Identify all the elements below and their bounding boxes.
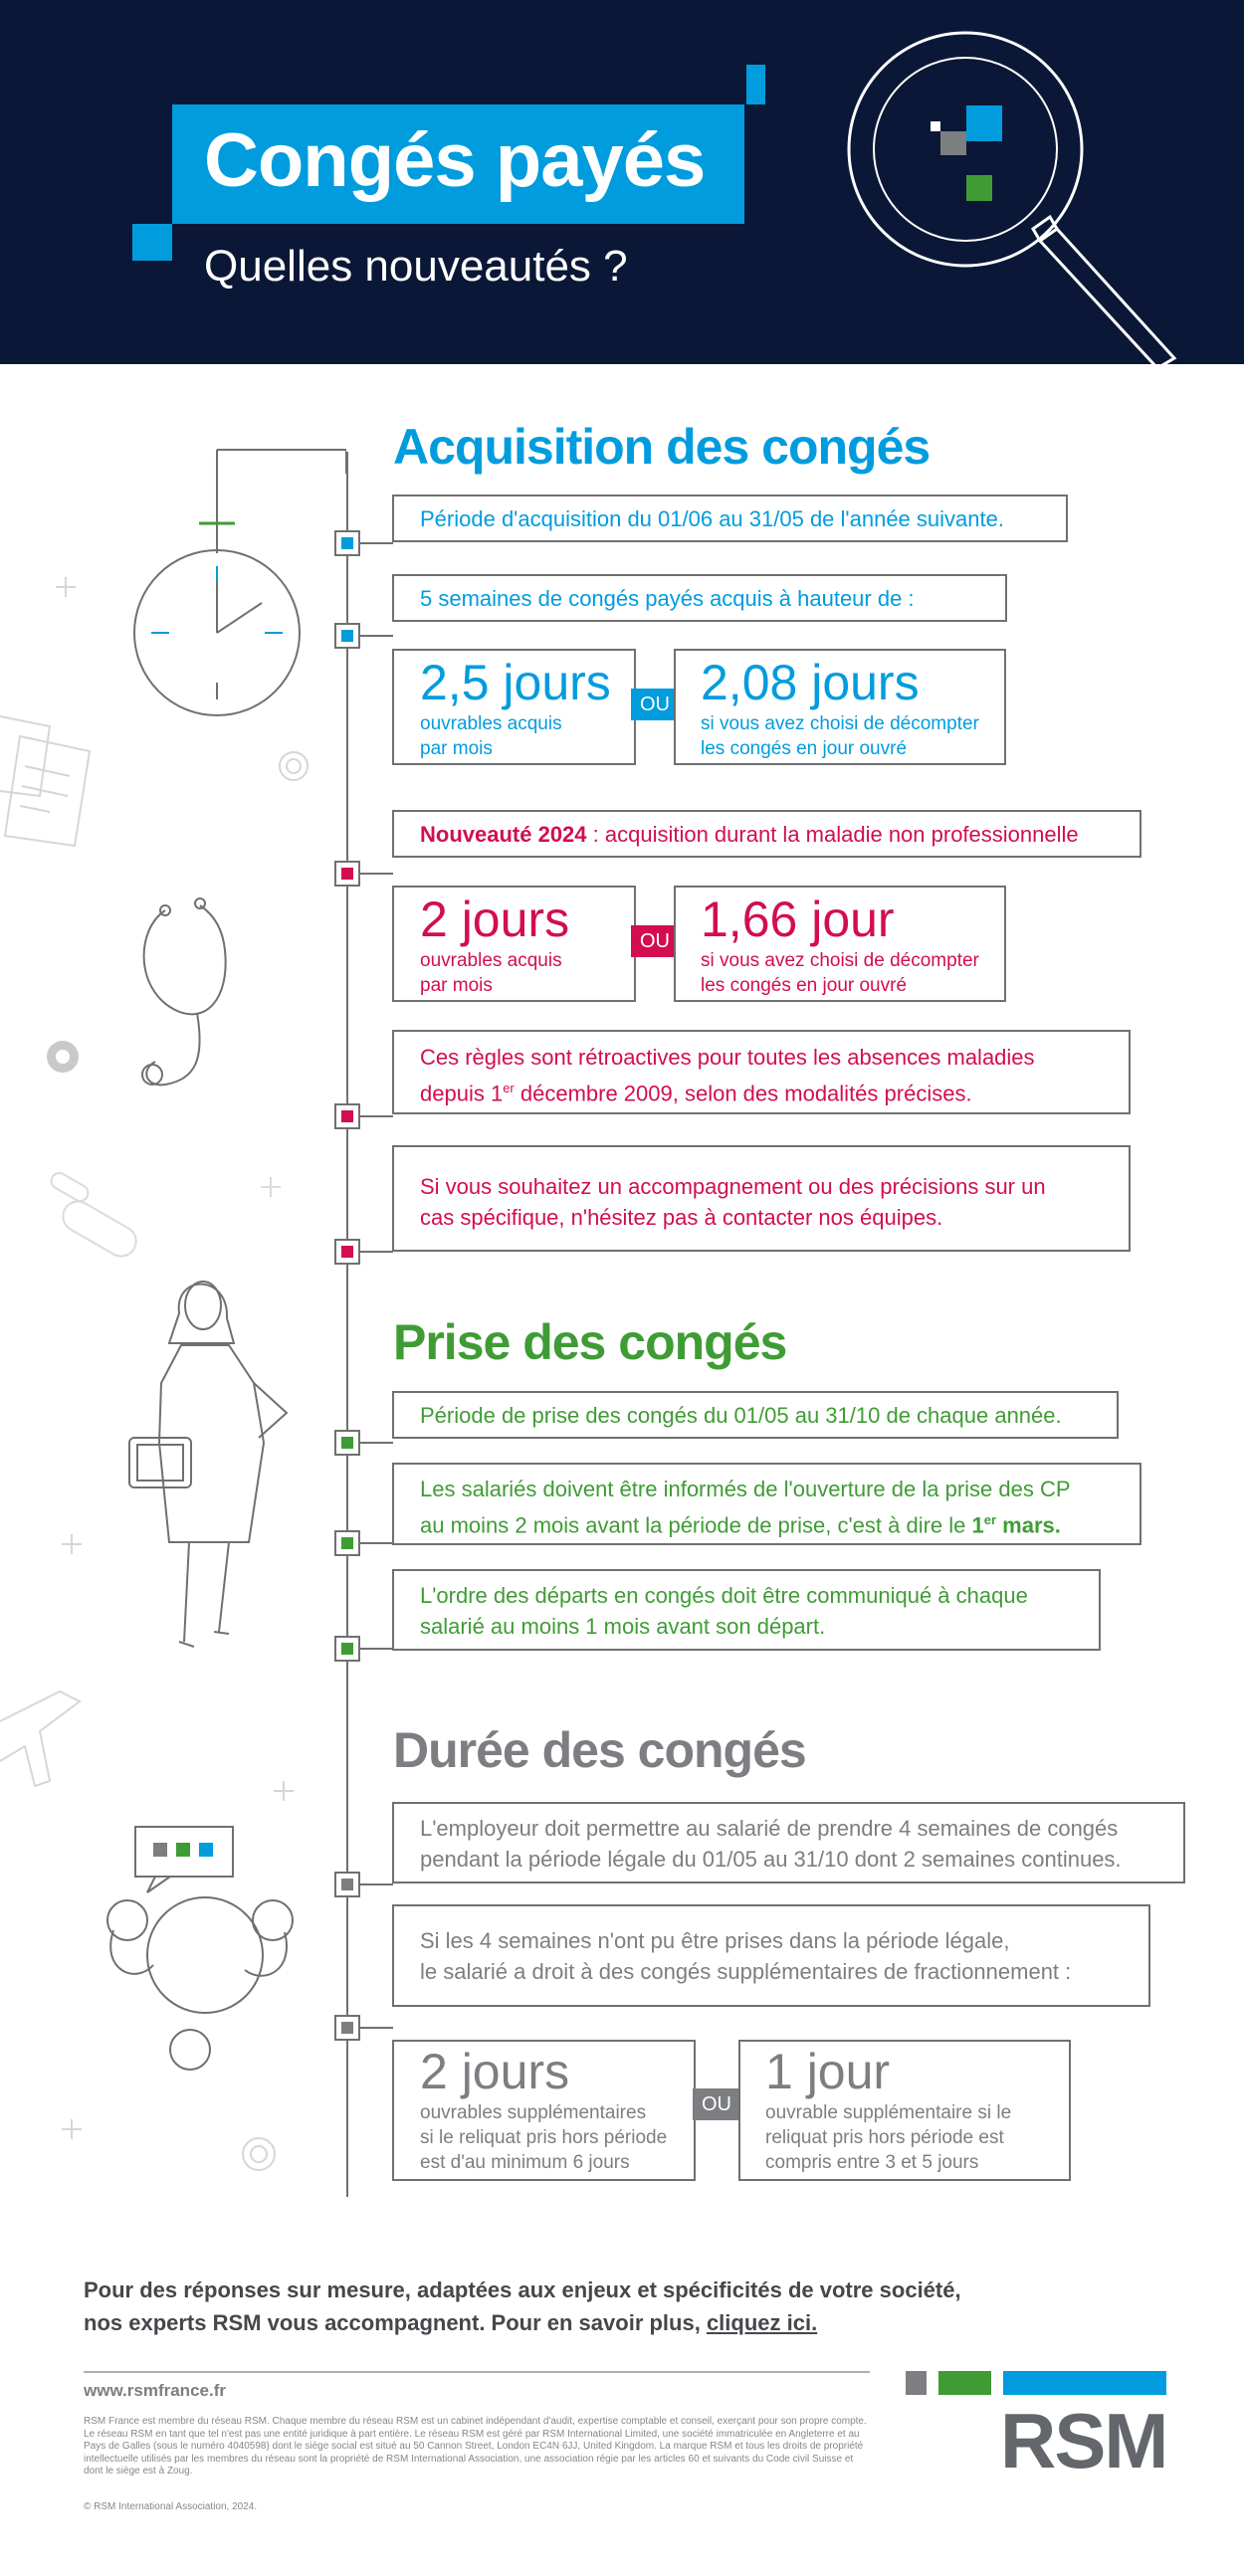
timeline-marker <box>334 1636 360 1662</box>
header-banner <box>0 0 1244 364</box>
option-box: 2 jours ouvrables supplémentaires si le reliquat pris hors période est d'au minimum 6 jours <box>392 2040 696 2181</box>
or-badge: OU <box>631 925 679 957</box>
timeline-marker <box>334 1872 360 1897</box>
website-link[interactable]: www.rsmfrance.fr <box>84 2381 226 2400</box>
timeline-marker <box>334 1239 360 1265</box>
logo-bar-blue <box>1003 2371 1166 2395</box>
legal-text: RSM France est membre du réseau RSM. Chaque membre du réseau RSM est un cabinet indépendant d'audit, expertise comptable et conseil, exerçant pour son propre compte. Le réseau RSM en tant que tel n'est pas une entité juridique à part entière. Le réseau RSM est géré par RSM International Limited, une société immatriculée en Angleterre et au Pays de Galles (sous le numéro 4040598) dont le siège social est situé au 50 Cannon Street, London EC4N 6JJ, United Kingdom. La marque RSM et tous les droits de propriété intellectuelle utilisés par les membres du réseau sont la propriété de RSM International Association, une association régie par les articles 60 et suivants du Code civil Suisse et dont le siège est à Zoug. <box>84 2416 867 2477</box>
info-box: Ces règles sont rétroactives pour toutes les absences maladies depuis 1er décembre 2009, selon des modalités précises. <box>392 1030 1131 1114</box>
logo-bar-green <box>938 2371 991 2395</box>
info-box: Période d'acquisition du 01/06 au 31/05 de l'année suivante. <box>392 495 1068 542</box>
rsm-logo: RSM <box>1000 2397 1167 2484</box>
logo-bar-grey <box>906 2371 927 2395</box>
timeline-marker <box>334 1530 360 1556</box>
timeline-marker <box>334 1103 360 1129</box>
cta-line-2: nos experts RSM vous accompagnent. Pour en savoir plus, cliquez ici. <box>84 2310 818 2335</box>
section-heading-prise: Prise des congés <box>393 1314 787 1370</box>
info-box: L'ordre des départs en congés doit être communiqué à chaque salarié au moins 1 mois avant son départ. <box>392 1569 1101 1651</box>
decor-square <box>132 224 172 261</box>
option-box: 2,5 jours ouvrables acquis par mois <box>392 649 636 765</box>
timeline-marker <box>334 530 360 556</box>
option-box: 1,66 jour si vous avez choisi de décompter les congés en jour ouvré <box>674 886 1006 1002</box>
contact-box: Si vous souhaitez un accompagnement ou des précisions sur un cas spécifique, n'hésitez pas à contacter nos équipes. <box>392 1145 1131 1252</box>
timeline-marker <box>334 2015 360 2041</box>
info-box: Les salariés doivent être informés de l'ouverture de la prise des CP au moins 2 mois avant la période de prise, c'est à dire le 1er mars. <box>392 1463 1141 1545</box>
or-badge: OU <box>631 689 679 720</box>
nouveaute-box: Nouveauté 2024 : acquisition durant la maladie non professionnelle <box>392 810 1141 858</box>
or-badge: OU <box>693 2088 740 2120</box>
copyright: © RSM International Association, 2024. <box>84 2501 258 2512</box>
option-box: 2,08 jours si vous avez choisi de décompter les congés en jour ouvré <box>674 649 1006 765</box>
info-box: L'employeur doit permettre au salarié de prendre 4 semaines de congés pendant la période légale du 01/05 au 31/10 dont 2 semaines continues. <box>392 1802 1185 1883</box>
timeline-marker <box>334 861 360 887</box>
timeline-marker <box>334 1430 360 1456</box>
option-box: 2 jours ouvrables acquis par mois <box>392 886 636 1002</box>
team-meeting-icon <box>96 1821 305 2080</box>
page-title: Congés payés <box>204 118 706 203</box>
timeline-line <box>346 452 348 2197</box>
option-box: 1 jour ouvrable supplémentaire si le reliquat pris hors période est compris entre 3 et 5 jours <box>738 2040 1071 2181</box>
info-box: 5 semaines de congés payés acquis à hauteur de : <box>392 574 1007 622</box>
info-box: Si les 4 semaines n'ont pu être prises dans la période légale, le salarié a droit à des congés supplémentaires de fractionnement : <box>392 1904 1150 2007</box>
timeline-marker <box>334 623 360 649</box>
section-heading-acquisition: Acquisition des congés <box>393 419 931 475</box>
divider <box>84 2371 870 2373</box>
stethoscope-icon <box>135 891 275 1109</box>
section-heading-duree: Durée des congés <box>393 1722 806 1778</box>
info-box: Période de prise des congés du 01/05 au 31/10 de chaque année. <box>392 1391 1119 1439</box>
decor-square <box>746 65 765 104</box>
magnifier-icon <box>846 30 1184 364</box>
cta-line-1: Pour des réponses sur mesure, adaptées aux enjeux et spécificités de votre société, <box>84 2278 961 2302</box>
page-subtitle: Quelles nouveautés ? <box>204 242 628 291</box>
cta-link[interactable]: cliquez ici. <box>706 2310 818 2335</box>
